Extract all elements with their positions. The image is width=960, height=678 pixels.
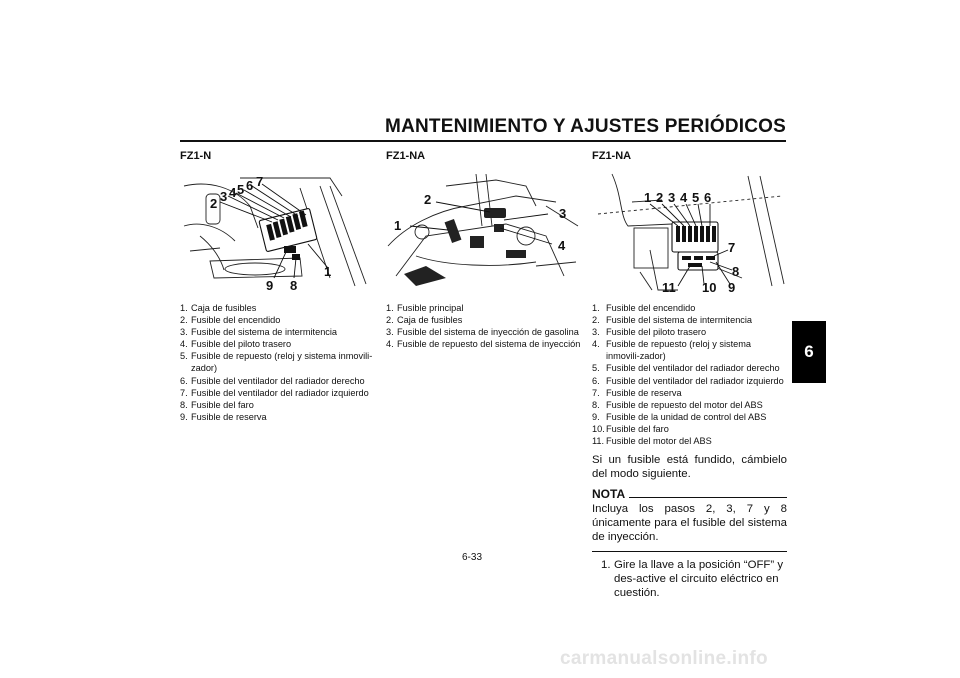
legend-item: 6. Fusible del ventilador del radiador izquierdo xyxy=(592,375,784,386)
column-fz1-n xyxy=(180,150,375,423)
legend-item: 11. Fusible del motor del ABS xyxy=(592,436,712,447)
step-text: Gire la llave a la posición “OFF” y des-active el circuito eléctrico en cuestión. xyxy=(614,559,784,600)
callout-8: 8 xyxy=(290,278,298,293)
callout-11: 11 xyxy=(662,280,676,294)
note-rule xyxy=(629,497,787,498)
callout-2: 2 xyxy=(424,192,432,207)
legend-item: 10. Fusible del faro xyxy=(592,423,669,434)
model-label: FZ1-NA xyxy=(592,150,632,162)
callout-10: 10 xyxy=(702,280,717,294)
callout-3: 3 xyxy=(668,190,676,205)
watermark: carmanualsonline.info xyxy=(560,648,768,669)
callout-7: 7 xyxy=(728,240,736,255)
model-label: FZ1-NA xyxy=(386,150,426,162)
column-fz1-na-abs xyxy=(592,150,787,600)
callout-2: 2 xyxy=(656,190,664,205)
callout-2: 2 xyxy=(210,196,218,211)
fuse-box-illustration xyxy=(180,166,375,294)
instruction-paragraph: Si un fusible está fundido, cámbielo del modo siguiente. xyxy=(592,454,787,481)
legend-item: 5. Fusible del ventilador del radiador derecho xyxy=(592,363,780,374)
legend-item: 5. Fusible de repuesto (reloj y sistema inmovili-zador) xyxy=(180,351,373,374)
callout-6: 6 xyxy=(704,190,712,205)
main-fuse-illustration xyxy=(386,166,581,294)
note-label: NOTA xyxy=(592,487,626,502)
legend-item: 7. Fusible de reserva xyxy=(592,387,682,398)
column-fz1-na-injection xyxy=(386,150,581,350)
callout-9: 9 xyxy=(728,280,736,294)
step-item xyxy=(592,558,787,600)
legend-list xyxy=(386,302,581,350)
callout-8: 8 xyxy=(732,264,740,279)
legend-item: 4. Fusible de repuesto del sistema de inyección xyxy=(386,339,581,350)
callout-4: 4 xyxy=(558,238,566,253)
callout-7: 7 xyxy=(256,174,264,189)
step-number: 1. xyxy=(601,559,611,572)
legend-item: 3. Fusible del piloto trasero xyxy=(592,327,707,338)
note-box xyxy=(592,487,787,552)
legend-item: 8. Fusible de repuesto del motor del ABS xyxy=(592,399,763,410)
legend-item: 1. Caja de fusibles xyxy=(180,303,257,313)
legend-item: 1. Fusible del encendido xyxy=(592,303,696,313)
legend-list xyxy=(592,302,787,447)
page-title: MANTENIMIENTO Y AJUSTES PERIÓDICOS xyxy=(385,116,786,137)
legend-item: 7. Fusible del ventilador del radiador izquierdo xyxy=(180,387,369,398)
callout-3: 3 xyxy=(559,206,567,221)
callout-5: 5 xyxy=(237,182,245,197)
legend-item: 8. Fusible del faro xyxy=(180,399,254,410)
callout-1: 1 xyxy=(394,218,402,233)
callout-4: 4 xyxy=(229,185,237,200)
callout-1: 1 xyxy=(644,190,652,205)
legend-item: 3. Fusible del sistema de inyección de gasolina xyxy=(386,327,579,338)
legend-item: 1. Fusible principal xyxy=(386,303,464,313)
callout-5: 5 xyxy=(692,190,700,205)
legend-item: 4. Fusible del piloto trasero xyxy=(180,339,292,350)
callout-1: 1 xyxy=(324,264,332,279)
legend-item: 3. Fusible del sistema de intermitencia xyxy=(180,327,338,338)
legend-item: 4. Fusible de repuesto (reloj y sistema inmovili-zador) xyxy=(592,339,752,362)
note-end-rule xyxy=(592,551,787,552)
legend-list xyxy=(180,302,375,423)
legend-item: 9. Fusible de la unidad de control del ABS xyxy=(592,411,767,422)
legend-item: 9. Fusible de reserva xyxy=(180,411,267,422)
callout-3: 3 xyxy=(220,189,228,204)
abs-fuse-box-illustration xyxy=(592,166,787,294)
note-text: Incluya los pasos 2, 3, 7 y 8 únicamente para el fusible del sistema de inyección. xyxy=(592,503,787,544)
chapter-tab: 6 xyxy=(792,321,826,383)
callout-9: 9 xyxy=(266,278,274,293)
legend-item: 2. Fusible del encendido xyxy=(180,315,281,326)
callout-6: 6 xyxy=(246,178,254,193)
legend-item: 2. Caja de fusibles xyxy=(386,315,463,326)
page-number: 6-33 xyxy=(462,552,483,563)
callout-4: 4 xyxy=(680,190,688,205)
model-label: FZ1-N xyxy=(180,150,212,162)
header-rule xyxy=(180,140,786,142)
legend-item: 2. Fusible del sistema de intermitencia xyxy=(592,315,753,326)
legend-item: 6. Fusible del ventilador del radiador derecho xyxy=(180,375,365,386)
